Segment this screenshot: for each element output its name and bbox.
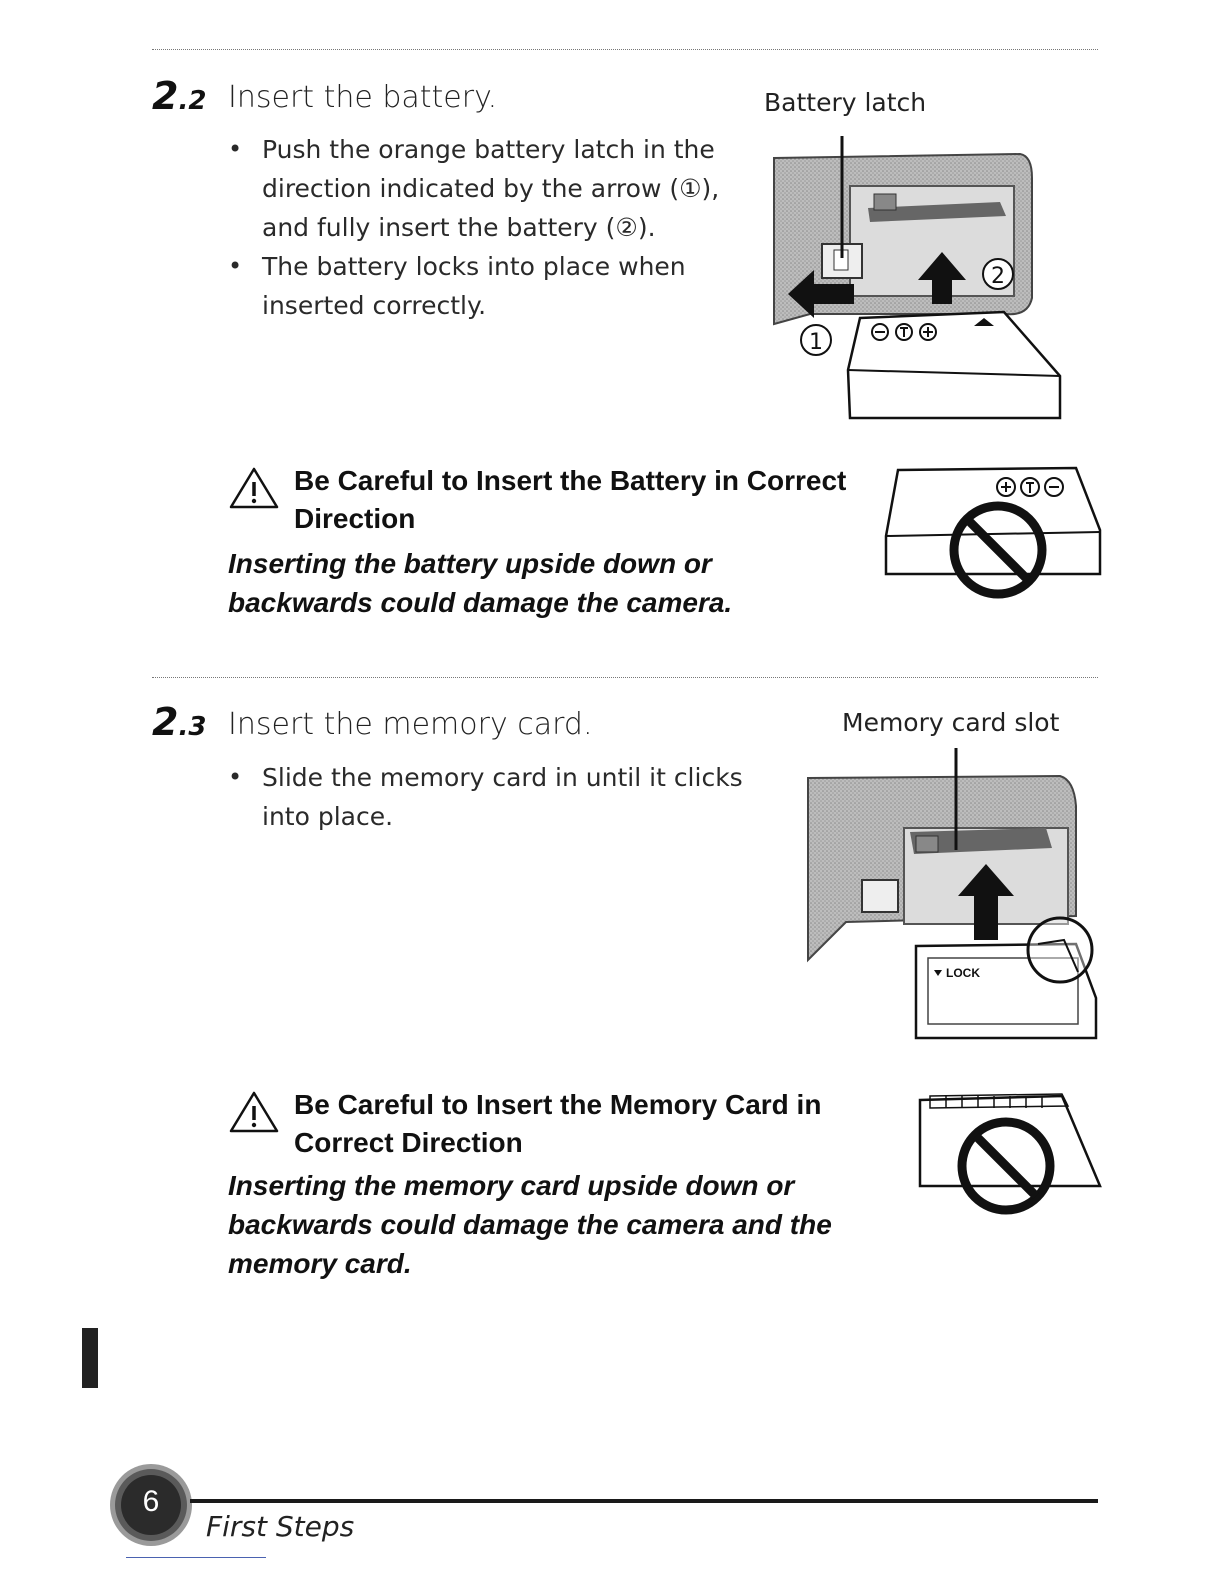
top-divider [152,49,1098,50]
step-title-insert-battery: Insert the battery. [228,80,498,115]
figure-label-memory-card-slot: Memory card slot [842,708,1060,737]
step-number-2-2 [152,74,206,118]
step-number-2-3 [152,700,206,744]
footer-section-title: First Steps [206,1510,355,1543]
thumb-index-bar [82,1328,98,1388]
memory-card-insertion-illustration [806,746,1106,1046]
warning-body-battery: Inserting the battery upside down or backwards could damage the camera. [228,548,733,618]
memory-card-wrong-direction-illustration [912,1086,1104,1226]
footer-underline [126,1557,266,1558]
warning-heading-battery: Be Careful to Insert the Battery in Correct Direction [294,465,847,534]
step-number-main: 2 [152,700,179,744]
page-number: 6 [142,1485,160,1518]
bullet-item: • Slide the memory card in until it clicks into place. [228,758,748,836]
warning-triangle-icon [228,1090,280,1134]
battery-instructions [228,130,728,325]
footer-divider [190,1499,1098,1503]
battery-insertion-illustration [770,118,1070,428]
callout-2: 2 [991,264,1005,289]
figure-label-battery-latch: Battery latch [764,88,927,117]
warning-triangle-icon [228,466,280,510]
bullet-item: • Push the orange battery latch in the direction indicated by the arrow (①), and fully insert the battery (②). [228,130,728,247]
memory-card-instructions [228,758,748,836]
card-lock-label: LOCK [946,966,980,980]
bullet-item: • The battery locks into place when inserted correctly. [228,247,728,325]
step-title-insert-memory-card: Insert the memory card. [228,707,593,742]
warning-heading-memory-card: Be Careful to Insert the Memory Card in Correct Direction [294,1089,822,1158]
step-number-main: 2 [152,74,179,118]
battery-wrong-direction-illustration [880,462,1104,622]
section-divider [152,677,1098,678]
warning-body-memory-card: Inserting the memory card upside down or backwards could damage the camera and the memory card. [228,1170,832,1279]
step-number-sub: .2 [178,86,207,116]
callout-1: 1 [809,330,823,355]
step-number-sub: .3 [178,712,207,742]
